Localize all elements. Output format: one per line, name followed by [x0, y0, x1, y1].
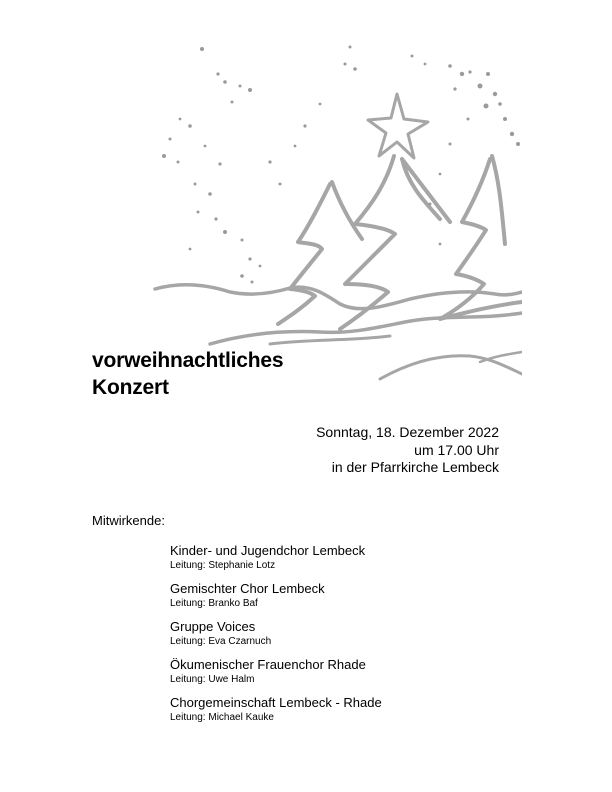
participants-list [170, 543, 382, 733]
tree-icon [278, 182, 362, 324]
group-name: Chorgemeinschaft Lembeck - Rhade [170, 695, 382, 710]
group-name: Gruppe Voices [170, 619, 256, 634]
group-leader: Leitung: Eva Czarnuch [170, 636, 272, 647]
event-time: um 17.00 Uhr [414, 441, 499, 458]
group-leader: Leitung: Michael Kauke [170, 712, 274, 723]
group-name: Ökumenischer Frauenchor Rhade [170, 657, 366, 672]
group-name: Kinder- und Jugendchor Lembeck [170, 543, 366, 558]
list-item [170, 619, 382, 648]
event-date: Sonntag, 18. Dezember 2022 [316, 424, 499, 440]
star-icon [368, 94, 428, 158]
title-line-1: vorweihnachtliches [92, 349, 284, 372]
list-item [170, 695, 382, 724]
concert-title [92, 347, 283, 401]
participants-heading: Mitwirkende: [92, 513, 165, 528]
list-item [170, 543, 382, 572]
group-leader: Leitung: Uwe Halm [170, 674, 255, 685]
event-place: in der Pfarrkirche Lembeck [331, 459, 499, 475]
group-leader: Leitung: Stephanie Lotz [170, 560, 276, 571]
list-item [170, 581, 382, 610]
event-details [316, 424, 499, 477]
list-item [170, 657, 382, 686]
christmas-trees-illustration [150, 44, 522, 394]
title-line-2: Konzert [92, 376, 169, 399]
group-name: Gemischter Chor Lembeck [170, 581, 325, 596]
group-leader: Leitung: Branko Baf [170, 598, 258, 609]
